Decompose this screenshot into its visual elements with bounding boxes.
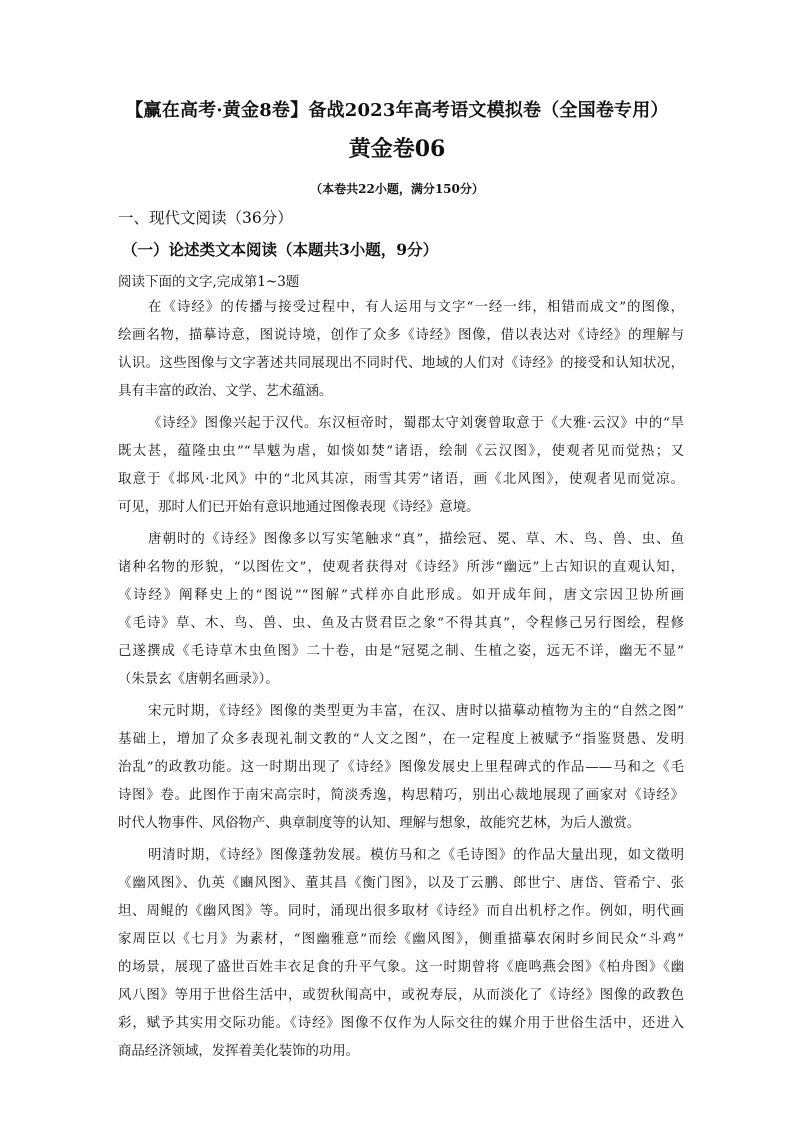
passage-line: 治乱”的政教功能。这一时期出现了《诗经》图像发展史上里程碑式的作品——马和之《毛: [118, 760, 684, 775]
passage-line: 《诗经》图像兴起于汉代。东汉桓帝时，蜀郡太守刘褒曾取意于《大雅·云汉》中的“旱: [148, 416, 684, 431]
passage-line: 《毛诗》草、木、鸟、兽、虫、鱼及古贤君臣之象“不得其真”，令程修己另行图绘，程修: [118, 616, 684, 631]
passage-line: 绘画名物，描摹诗意，图说诗境，创作了众多《诗经》图像，借以表达对《诗经》的理解与: [118, 328, 684, 343]
passage-line: 商品经济领域，发挥着美化装饰的功用。: [118, 1044, 360, 1059]
passage-line: 坦、周鲲的《幽风图》等。同时，涌现出很多取材《诗经》而自出机杼之作。例如，明代画: [118, 904, 684, 919]
passage-line: 既太甚，蕴隆虫虫”“旱魃为虐，如惔如焚”诸语，绘制《云汉图》，使观者见而觉热；又: [118, 444, 684, 459]
paper-subtitle: （本卷共22小题，满分150分）: [310, 182, 484, 196]
passage-line: 唐朝时的《诗经》图像多以写实笔触求“真”，描绘冠、冕、草、木、鸟、兽、虫、鱼: [148, 532, 684, 547]
reading-passage: [118, 294, 684, 1070]
passage-line: 家周臣以《七月》为素材，“图幽雅意”而绘《幽风图》，侧重描摹农闲时乡间民众“斗鸡”: [118, 932, 684, 947]
paper-title: 黄金卷06: [348, 136, 446, 162]
passage-line: 诗图》卷。此图作于南宋高宗时，简淡秀逸，构思精巧，别出心裁地展现了画家对《诗经》: [118, 788, 684, 803]
passage-line: 《诗经》阐释史上的“图说”“图解”式样亦自此形成。如开成年间，唐文宗因卫协所画: [118, 588, 684, 603]
reading-instruction: 阅读下面的文字,完成第1~3题: [118, 274, 300, 290]
passage-paragraph: [118, 526, 684, 694]
passage-paragraph: [118, 294, 684, 406]
passage-line: 在《诗经》的传播与接受过程中，有人运用与文字“一经一纬，相错而成文”的图像，: [148, 300, 684, 315]
passage-line: 己遂撰成《毛诗草木虫鱼图》二十卷，由是“冠冕之制、生植之姿，远无不详，幽无不显”: [118, 644, 684, 659]
passage-paragraph: [118, 842, 684, 1066]
section-heading: 一、现代文阅读（36分）: [118, 209, 293, 227]
passage-line: 明清时期，《诗经》图像蓬勃发展。模仿马和之《毛诗图》的作品大量出现，如文徵明: [148, 848, 684, 863]
passage-line: 可见，那时人们已开始有意识地通过图像表现《诗经》意境。: [118, 500, 480, 515]
passage-line: 宋元时期，《诗经》图像的类型更为丰富，在汉、唐时以描摹动植物为主的“自然之图”: [148, 704, 684, 719]
passage-line: 取意于《邶风·北风》中的“北风其凉，雨雪其雱”诸语，画《北风图》，使观者见而觉凉。: [118, 472, 684, 487]
passage-line: 诸种名物的形貌，“以图佐文”，使观者获得对《诗经》所涉“幽远”上古知识的直观认知，: [118, 560, 684, 575]
passage-line: 《幽风图》、仇英《豳风图》、董其昌《衡门图》，以及丁云鹏、郎世宁、唐岱、管希宁、张: [118, 876, 684, 891]
passage-paragraph: [118, 698, 684, 838]
passage-line: 的场景，展现了盛世百姓丰衣足食的升平气象。这一时期曾将《鹿鸣燕会图》《柏舟图》《幽: [118, 960, 684, 975]
passage-paragraph: [118, 410, 684, 522]
passage-line: 风八图》等用于世俗生活中，或贺秋闱高中，或祝寿辰，从而淡化了《诗经》图像的政教色: [118, 988, 684, 1003]
passage-line: 认识。这些图像与文字著述共同展现出不同时代、地域的人们对《诗经》的接受和认知状况，: [118, 356, 684, 371]
passage-line: 基础上，增加了众多表现礼制文教的“人文之图”，在一定程度上被赋予“指鉴贤愚、发明: [118, 732, 684, 747]
passage-line: （朱景玄《唐朝名画录》）。: [118, 672, 279, 687]
passage-line: 彩，赋予其实用交际功能。《诗经》图像不仅作为人际交往的媒介用于世俗生活中，还进入: [118, 1016, 684, 1031]
passage-line: 时代人物事件、风俗物产、典章制度等的认知、理解与想象，故能究艺林，为后人激赏。: [118, 816, 641, 831]
series-title: 【赢在高考·黄金8卷】备战2023年高考语文模拟卷（全国卷专用）: [125, 100, 669, 121]
subsection-heading: （一）论述类文本阅读（本题共3小题，9分）: [122, 240, 439, 259]
passage-line: 具有丰富的政治、文学、艺术蕴涵。: [118, 384, 333, 399]
